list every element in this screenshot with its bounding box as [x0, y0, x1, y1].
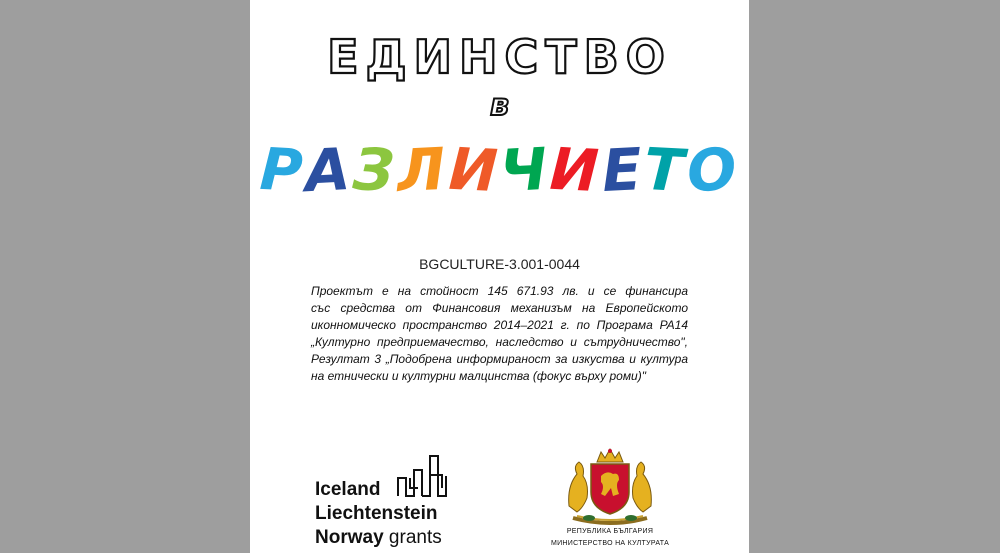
- title-letter: И: [446, 134, 502, 206]
- description-line: иконномическо пространство 2014–2021 г. по Програма РА14: [311, 318, 688, 332]
- title-letter: А: [303, 134, 355, 206]
- title-letter: З: [351, 134, 400, 206]
- project-code: BGCULTURE-3.001-0044: [419, 256, 580, 272]
- grants-iceland: Iceland: [315, 479, 381, 500]
- title-letter: Е: [599, 134, 647, 206]
- description-line: Резултат 3 „Подобрена информираност за изкуства и култура: [311, 352, 688, 366]
- poster-page: [250, 0, 749, 553]
- title-unity: ЕДИНСТВО: [327, 30, 672, 84]
- description-line: със средства от Финансовия механизъм на Европейското: [311, 301, 688, 315]
- ministry-label: МИНИСТЕРСТВО НА КУЛТУРАТА: [550, 540, 670, 547]
- eea-grants-logo: [315, 455, 475, 553]
- title-letter: Р: [258, 134, 308, 206]
- coat-of-arms-icon: [563, 446, 657, 526]
- title-letter: И: [548, 134, 604, 206]
- description-line: Проектът е на стойност 145 671.93 лв. и се финансира: [311, 284, 688, 298]
- grants-norway: [315, 527, 442, 549]
- grants-word: grants: [388, 527, 442, 548]
- title-in: в: [490, 88, 509, 123]
- grants-mark-icon: [397, 455, 449, 497]
- project-description: [311, 283, 688, 385]
- title-diversity: [250, 136, 749, 204]
- description-line: „Културно предприемачество, наследство и сътрудничество",: [311, 335, 688, 349]
- grants-liechtenstein: Liechtenstein: [315, 503, 438, 524]
- description-line: на етнически и културни малцинства (фокус върху роми)": [311, 369, 646, 383]
- title-letter: Ч: [498, 134, 552, 206]
- coat-republic-label: РЕПУБЛИКА БЪЛГАРИЯ: [566, 528, 654, 535]
- title-letter: О: [685, 134, 741, 206]
- ministry-logo: [545, 446, 675, 553]
- grants-norway-bold: Norway: [315, 527, 384, 548]
- title-letter: Л: [395, 134, 451, 206]
- title-letter: Т: [642, 134, 689, 206]
